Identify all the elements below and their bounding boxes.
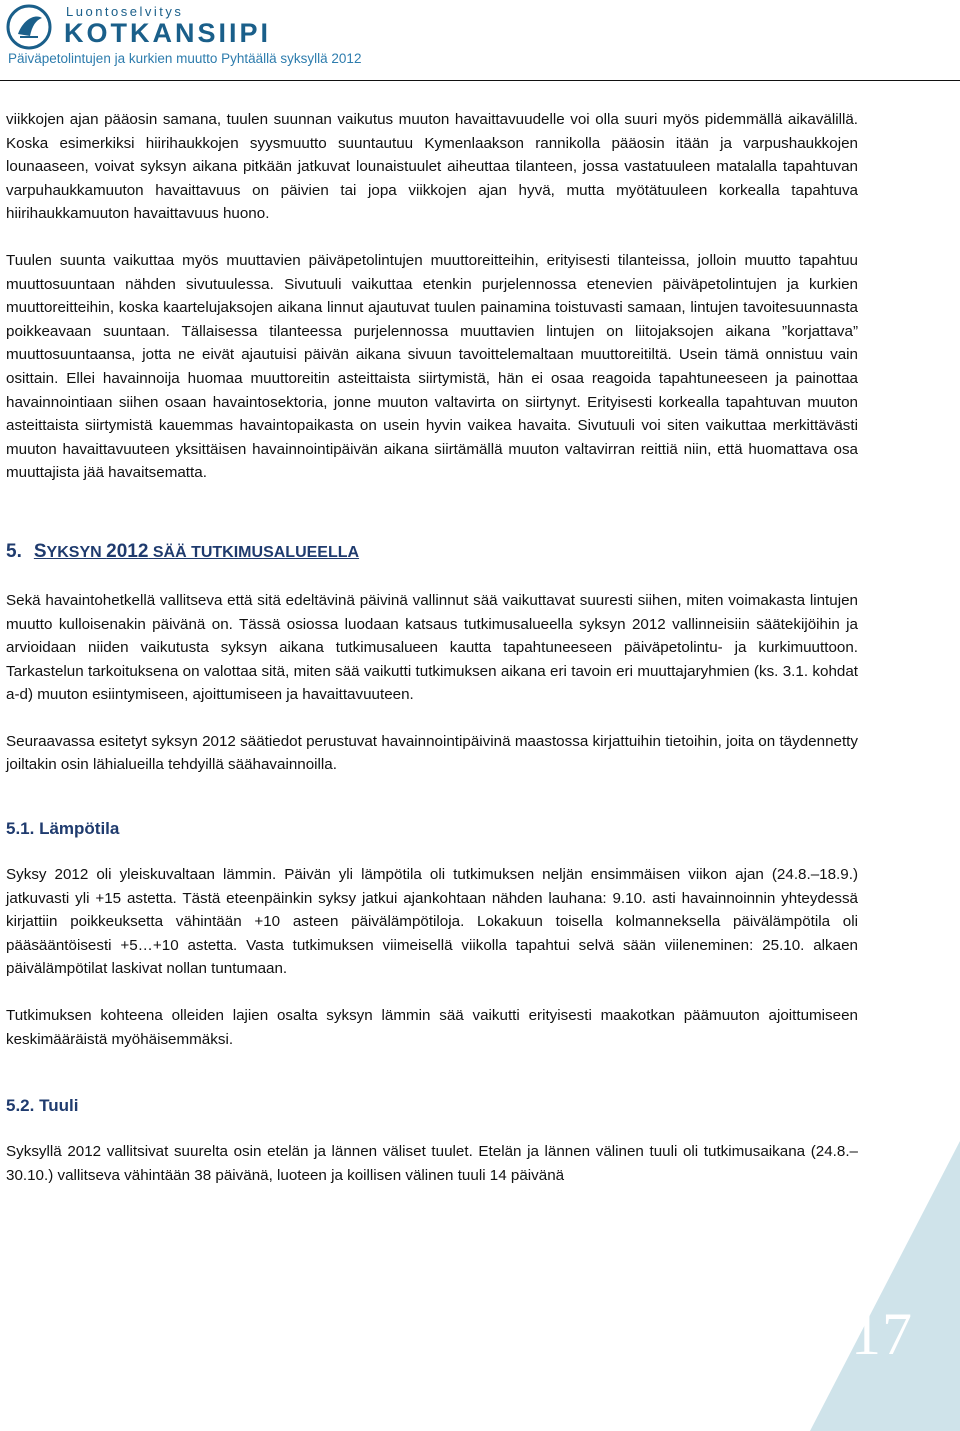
section-title-part: YKSYN bbox=[46, 543, 107, 561]
subsection-heading: 5.1. Lämpötila bbox=[6, 819, 120, 839]
paragraph: Sekä havaintohetkellä vallitseva että sitä edeltävinä päivinä vallinnut sää vaikuttavat suuresti siihen, miten voimakasta lintujen muutto kulloisenakin päivänä on. Tässä osiossa luodaan katsaus tutkimusalueella syksyn 2012 vallinneisiin säätekijöihin ja arvioidaan niiden vaikutusta syksyn aikana tutkimusalueen kautta tapahtuneeseen päiväpetolintu- ja kurkimuuttoon. Tarkastelun tarkoituksena on valottaa sitä, miten sää vaikutti tutkimuksen aikana eri tavoin eri muuttajaryhmien (ks. 3.1. kohdat a-d) muuton esiintymiseen, ajoittumiseen ja havaittavuuteen. bbox=[6, 591, 858, 704]
paragraph: Tutkimuksen kohteena olleiden lajien osalta syksyn lämmin sää vaikutti erityisesti maakotkan päämuuton ajoittumiseen keskimääräistä myöhäisemmäksi. bbox=[6, 1007, 858, 1048]
paragraph: Syksy 2012 oli yleiskuvaltaan lämmin. Päivän yli lämpötila oli tutkimuksen neljän ensimmäisen viikon ajan (24.8.–18.9.) jatkuvasti yli +15 astetta. Tästä eteenpäinkin syksy jatkui ajankohtaan nähden lauhana: 9.10. asti havainnoinnin yhteydessä kirjattiin poikkeuksetta vähintään +10 asteen päivälämpötiloja. Lokakuun toisella kolmanneksella päivälämpötila oli pääsääntöisesti +5…+10 astetta. Vasta tutkimuksen viimeisellä viikolla tapahtui selvä sään viileneminen: 25.10. alkaen päivälämpötilat laskivat nollan tuntumaan. bbox=[6, 866, 858, 978]
brand-name: KOTKANSIIPI bbox=[64, 18, 272, 48]
paragraph: Tuulen suunta vaikuttaa myös muuttavien päiväpetolintujen muuttoreitteihin, erityisesti tilanteissa, jolloin muutto tapahtuu muuttosuuntaan nähden sivutuulessa. Sivutuuli vaikuttaa etenkin purjelennossa etenevien päiväpetolintujen ja kurkien muuttoreitteihin, koska kaartelujaksojen aikana linnut ajautuvat tuulen painamina toistuvasti samaan, lintujen tavoitesuunnasta poikkeavaan suuntaan. Tällaisessa tilanteessa purjelennossa muuttavien lintujen on liitojaksojen aikana ”korjattava” muuttosuuntaansa, jotta ne eivät ajautuisi päivän aikana sivuun tavoittelemaltaan muuttoreitiltä. Usein tämä onnistuu vain osittain. Ellei havainnoija huomaa muuttoreitin asteittaista siirtymistä, hän ei osaa reagoida tapahtuneeseen ja painottaa havainnointiaan siihen osaan havaintosektoria, jonne muuton valtavirta on siirtynyt. Erityisesti korkealla tapahtuvan muuton asteittaista siirtymistä kauemmas havaintopaikasta on usein hyvin vaikea havaita. Sivutuuli voi siten vaikuttaa merkittävästi muuton havaittavuuteen yksittäisen havainnointipäivän aikana siirtämällä muuton valtavirran reittiä niin, että huomattava osa muuttajista jää havaitsematta. bbox=[6, 251, 858, 482]
section-title-part: S bbox=[33, 540, 47, 562]
eagle-logo-icon bbox=[6, 4, 52, 50]
section-title bbox=[33, 540, 360, 562]
page-number: 17 bbox=[851, 1301, 913, 1367]
paragraph: viikkojen ajan pääosin samana, tuulen suunnan vaikutus muuton havaittavuudelle voi olla suuri myös pidemmällä aikavälillä. Koska esimerkiksi hiirihaukkojen syysmuutto suuntautuu Kymenlaakson rannikolla pääosin itään ja varpushaukkojen lounaaseen, voivat syksyn aikana pitkään jatkuvat lounaistuulet aiheuttaa tilanteen, jossa vastatuuleen matalalla tapahtuvan varpuhaukkamuuton havaittavuus on päivien tai jopa viikkojen ajan hyvä, mutta myötätuuleen korkealla tapahtuva hiirihaukkamuuton havaittavuus huono. bbox=[6, 111, 858, 223]
section-number: 5. bbox=[6, 540, 22, 562]
page-header bbox=[0, 0, 960, 81]
header-subtitle: Päiväpetolintujen ja kurkien muutto Pyhtäällä syksyllä 2012 bbox=[8, 51, 362, 66]
org-name: Luontoselvitys bbox=[66, 4, 184, 19]
section-heading bbox=[6, 541, 858, 563]
section-title-part: SÄÄ TUTKIMUSALUEELLA bbox=[148, 543, 360, 561]
page-corner-decoration bbox=[810, 1141, 960, 1431]
section-title-part: 2012 bbox=[106, 540, 149, 562]
document-body bbox=[6, 108, 858, 1187]
subsection-heading: 5.2. Tuuli bbox=[6, 1096, 79, 1116]
paragraph: Syksyllä 2012 vallitsivat suurelta osin etelän ja lännen väliset tuulet. Etelän ja lännen välinen tuuli oli tutkimusaikana (24.8.–30.10.) vallitseva vähintään 38 päivänä, luoteen ja koillisen välinen tuuli 14 päivänä bbox=[6, 1143, 858, 1184]
paragraph: Seuraavassa esitetyt syksyn 2012 säätiedot perustuvat havainnointipäivinä maastossa kirjattuihin tietoihin, joita on täydennetty joiltakin osin lähialueilla tehdyillä säähavainnoilla. bbox=[6, 732, 858, 774]
